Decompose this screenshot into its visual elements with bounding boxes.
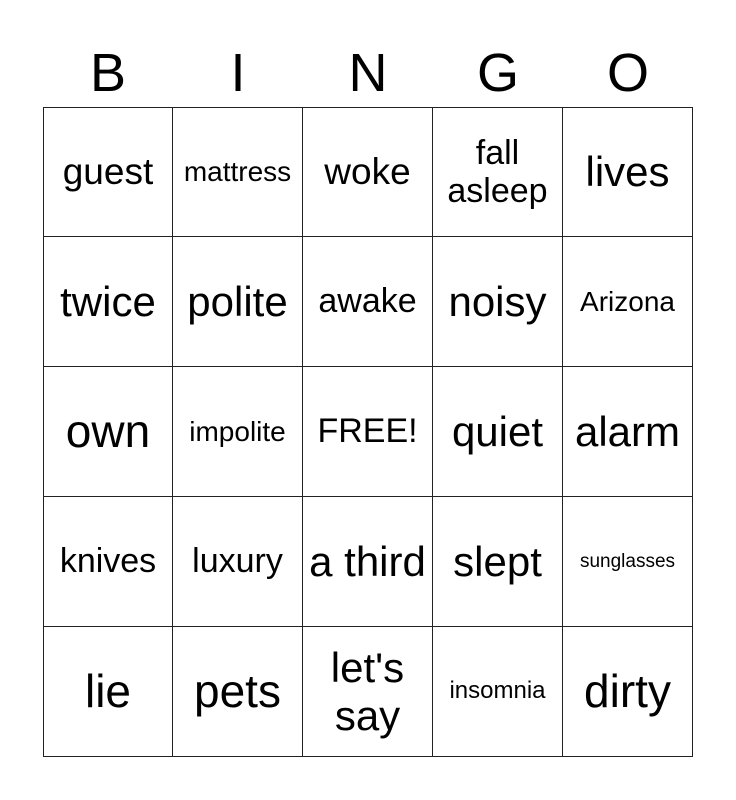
header-letter-n: N — [348, 43, 388, 103]
bingo-cell-r2c2[interactable]: polite — [173, 237, 303, 367]
bingo-cell-r3c1[interactable]: own — [43, 367, 173, 497]
bingo-cell-r3c3-free[interactable]: FREE! — [303, 367, 433, 497]
bingo-cell-r3c4[interactable]: quiet — [433, 367, 563, 497]
header-letter-b: B — [89, 43, 127, 103]
bingo-cell-r1c5[interactable]: lives — [563, 107, 693, 237]
bingo-cell-r1c2[interactable]: mattress — [173, 107, 303, 237]
bingo-cell-r4c2[interactable]: luxury — [173, 497, 303, 627]
bingo-cell-r2c4[interactable]: noisy — [433, 237, 563, 367]
bingo-cell-r2c5[interactable]: Arizona — [563, 237, 693, 367]
bingo-cell-r2c3[interactable]: awake — [303, 237, 433, 367]
bingo-cell-r3c5[interactable]: alarm — [563, 367, 693, 497]
header-letter-g: G — [476, 43, 519, 103]
bingo-cell-r2c1[interactable]: twice — [43, 237, 173, 367]
bingo-cell-r1c3[interactable]: woke — [303, 107, 433, 237]
bingo-cell-r5c4[interactable]: insomnia — [433, 627, 563, 757]
bingo-board — [43, 107, 693, 757]
bingo-cell-r5c1[interactable]: lie — [43, 627, 173, 757]
bingo-cell-r4c3[interactable]: a third — [303, 497, 433, 627]
bingo-cell-r5c3[interactable]: let's say — [303, 627, 433, 757]
bingo-cell-r5c2[interactable]: pets — [173, 627, 303, 757]
bingo-cell-r4c5[interactable]: sunglasses — [563, 497, 693, 627]
header-letter-i: I — [230, 43, 246, 103]
bingo-cell-r5c5[interactable]: dirty — [563, 627, 693, 757]
bingo-cell-r4c4[interactable]: slept — [433, 497, 563, 627]
bingo-cell-r4c1[interactable]: knives — [43, 497, 173, 627]
bingo-cell-r1c1[interactable]: guest — [43, 107, 173, 237]
bingo-cell-r1c4[interactable]: fall asleep — [433, 107, 563, 237]
bingo-cell-r3c2[interactable]: impolite — [173, 367, 303, 497]
header-letter-o: O — [606, 43, 649, 103]
bingo-header — [43, 38, 693, 108]
